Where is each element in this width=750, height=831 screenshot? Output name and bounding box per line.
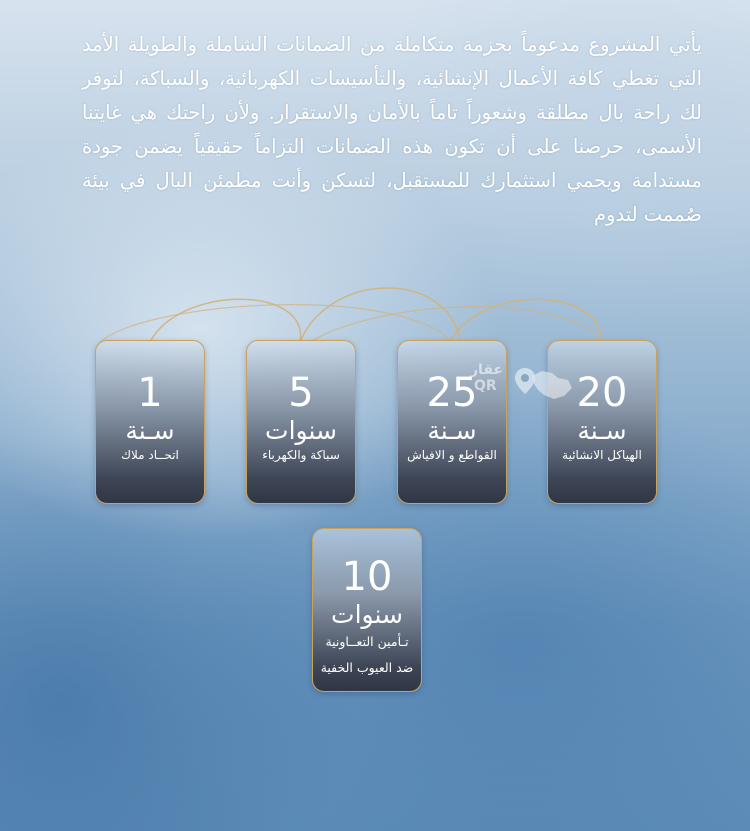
warranty-unit: سنوات: [265, 416, 337, 445]
watermark-sub: QR: [474, 378, 497, 394]
arc-connector: [150, 299, 301, 342]
saudi-map-icon: [528, 368, 574, 402]
warranty-label: القواطع و الافياش: [407, 448, 497, 462]
warranty-label: سباكة والكهرباء: [262, 448, 340, 462]
warranty-label: اتحــاد ملاك: [121, 448, 179, 462]
arc-connector: [300, 288, 460, 342]
warranty-number: 1: [137, 370, 163, 416]
warranty-card-owners-union: [95, 340, 205, 504]
warranty-label-line: تـأمين التعــاونية: [325, 634, 409, 649]
warranty-unit: سـنة: [427, 416, 477, 445]
arc-connector: [450, 299, 602, 342]
watermark-logo: [470, 362, 560, 398]
warranty-unit: سـنة: [125, 416, 175, 445]
warranty-unit: سـنة: [577, 416, 627, 445]
warranty-unit: سنوات: [331, 600, 403, 629]
arc-connector: [310, 307, 605, 342]
warranty-number: 10: [341, 554, 393, 600]
warranty-label: الهياكل الانشائية: [562, 448, 642, 462]
warranty-number: 5: [288, 370, 314, 416]
watermark-text: عقار: [470, 362, 503, 378]
warranty-label: [317, 629, 417, 681]
warranty-card-structural: [547, 340, 657, 504]
warranty-card-insurance: [312, 528, 422, 692]
warranty-label-line: ضد العيوب الخفية: [320, 660, 414, 675]
warranty-card-plumbing: [246, 340, 356, 504]
intro-paragraph: يأتي المشروع مدعوماً بحزمة متكاملة من الضمانات الشاملة والطويلة الأمد التي تغطي كافة الأعمال الإنشائية، والتأسيسات الكهربائية، والسباكة، لتوفر لك راحة بال مطلقة وشعوراً تاماً بالأمان والاستقرار. ولأن راحتك هي غايتنا الأسمى، حرصنا على أن تكون هذه الضمانات التزاماً حقيقياً يضمن جودة مستدامة ويحمي استثمارك للمستقبل، لتسكن وأنت مطمئن البال في بيئة صُممت لتدوم: [82, 33, 702, 226]
warranty-number: 25: [426, 370, 478, 416]
warranty-number: 20: [576, 370, 628, 416]
